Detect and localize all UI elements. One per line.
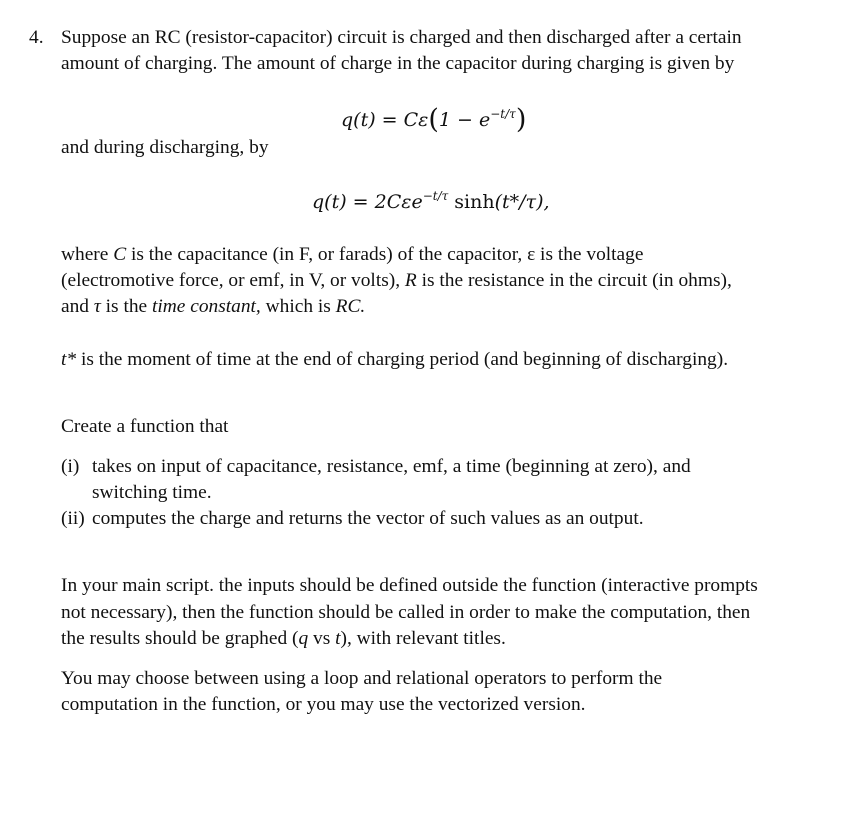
symbol-C: C (113, 244, 127, 265)
item-i-line-1: takes on input of capacitance, resistance, emf, a time (beginning at zero), and (92, 456, 691, 477)
main-l3-a: the results should be graphed ( (61, 628, 299, 649)
charging-equation (341, 104, 526, 135)
item-i-label: (i) (61, 456, 80, 477)
eq2-exponent: −t/τ (422, 189, 449, 203)
where-l3-c: which is (260, 296, 336, 317)
eq1-open-paren: ( (428, 104, 439, 135)
eq2-argument: (t*/τ), (494, 191, 550, 213)
main-l3-b: vs (308, 628, 336, 649)
discharging-text: and during discharging, by (61, 137, 269, 158)
tstar-text: is the moment of time at the end of charging period (and beginning of discharging). (76, 349, 729, 370)
eq1-lhs: q(t) = (341, 109, 404, 131)
main-line-3 (61, 628, 506, 650)
eq2-sinh: sinh (448, 191, 495, 213)
item-i-line-2: switching time. (92, 482, 212, 503)
symbol-R: R (404, 270, 417, 291)
time-constant-term: time constant, (151, 296, 261, 317)
choose-line-1: You may choose between using a loop and relational operators to perform the (61, 668, 663, 689)
symbol-t: t (335, 628, 341, 649)
symbol-RC: RC. (335, 296, 366, 317)
choose-line-2: computation in the function, or you may use the vectorized version. (61, 694, 586, 715)
eq1-one-minus-e: 1 − e (438, 109, 491, 131)
where-line-3 (61, 296, 365, 318)
create-heading: Create a function that (61, 416, 229, 437)
symbol-tstar: t* (61, 349, 77, 370)
main-line-2: not necessary), then the function should be called in order to make the computation, then (61, 602, 751, 623)
eq1-c-eps: Cε (403, 109, 429, 131)
where-l3-a: and (61, 296, 94, 317)
tstar-line (61, 349, 728, 371)
where-line-1 (61, 244, 643, 266)
eq1-exponent: −t/τ (490, 107, 516, 121)
problem-number: 4. (29, 27, 44, 48)
where-line-2 (61, 270, 732, 292)
where-l1-a: where (61, 244, 114, 265)
intro-line-1: Suppose an RC (resistor-capacitor) circuit is charged and then discharged after a certain (61, 27, 742, 48)
where-l3-b: is the (100, 296, 152, 317)
intro-line-2: amount of charging. The amount of charge in the capacitor during charging is given by (61, 53, 735, 74)
discharging-equation (312, 189, 550, 213)
main-l3-c: ), with relevant titles. (340, 628, 506, 649)
symbol-tau: τ (93, 296, 101, 317)
eq1-close-paren: ) (515, 104, 527, 135)
where-l2-a: (electromotive force, or emf, in V, or volts), (61, 270, 405, 291)
where-l1-b: is the capacitance (in F, or farads) of the capacitor, ε is the voltage (126, 244, 644, 265)
eq2-lhs: q(t) = 2Cεe (312, 191, 423, 213)
item-ii-label: (ii) (61, 508, 85, 529)
symbol-q: q (298, 628, 309, 649)
item-ii-text: computes the charge and returns the vector of such values as an output. (92, 508, 644, 529)
where-l2-b: is the resistance in the circuit (in ohms), (416, 270, 732, 291)
main-line-1: In your main script. the inputs should be defined outside the function (interactive prompts (61, 575, 758, 596)
